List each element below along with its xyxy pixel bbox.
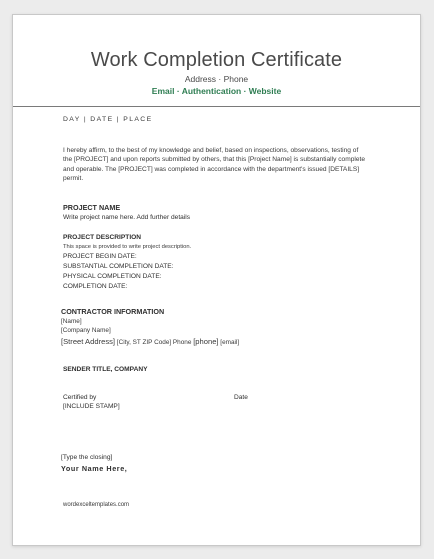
physical-completion-date: PHYSICAL COMPLETION DATE: — [63, 273, 162, 280]
sender-title: SENDER TITLE, COMPANY — [63, 366, 148, 373]
city-st-zip: [City, ST ZIP Code] Phone — [115, 339, 194, 346]
date-label: Date — [234, 394, 248, 401]
street-address: [Street Address] — [61, 337, 116, 346]
footer-website: wordexceltemplates.com — [63, 502, 130, 508]
project-description-heading: PROJECT DESCRIPTION — [63, 234, 142, 241]
contractor-heading: CONTRACTOR INFORMATION — [61, 307, 165, 316]
header-divider — [13, 106, 420, 107]
project-name-heading: PROJECT NAME — [63, 203, 121, 212]
address-line-fields — [61, 337, 239, 346]
contact-links-line: Email · Authentication · Website — [151, 86, 282, 96]
document-title: Work Completion Certificate — [90, 49, 343, 71]
document-page — [12, 14, 421, 546]
certified-by-label: Certified by — [63, 394, 97, 401]
completion-date: COMPLETION DATE: — [63, 283, 128, 290]
company-name: [Company Name] — [61, 327, 111, 334]
date-place-line: DAY | DATE | PLACE — [63, 116, 153, 123]
phone-field: [phone] — [193, 337, 219, 346]
email-field: [email] — [218, 339, 240, 346]
contractor-name: [Name] — [61, 318, 82, 325]
closing-line: [Type the closing] — [61, 454, 113, 461]
include-stamp: [INCLUDE STAMP] — [63, 403, 120, 410]
affirmation-paragraph: I hereby affirm, to the best of my knowledge and belief, based on inspections, observations, testing of the [PROJECT] and upon reports submitted by others, that this [Project Name] is substantially complete and operable. The [PROJECT] was completed in accordance with the department's issued [DETAILS] permit. — [63, 147, 365, 183]
project-description-text: This space is provided to write project description. — [63, 244, 192, 250]
address-line: Address · Phone — [184, 74, 249, 84]
project-name-text: Write project name here. Add further details — [63, 214, 191, 221]
substantial-completion-date: SUBSTANTIAL COMPLETION DATE: — [63, 263, 174, 270]
project-begin-date: PROJECT BEGIN DATE: — [63, 253, 137, 260]
signer-name: Your Name Here, — [61, 464, 128, 473]
